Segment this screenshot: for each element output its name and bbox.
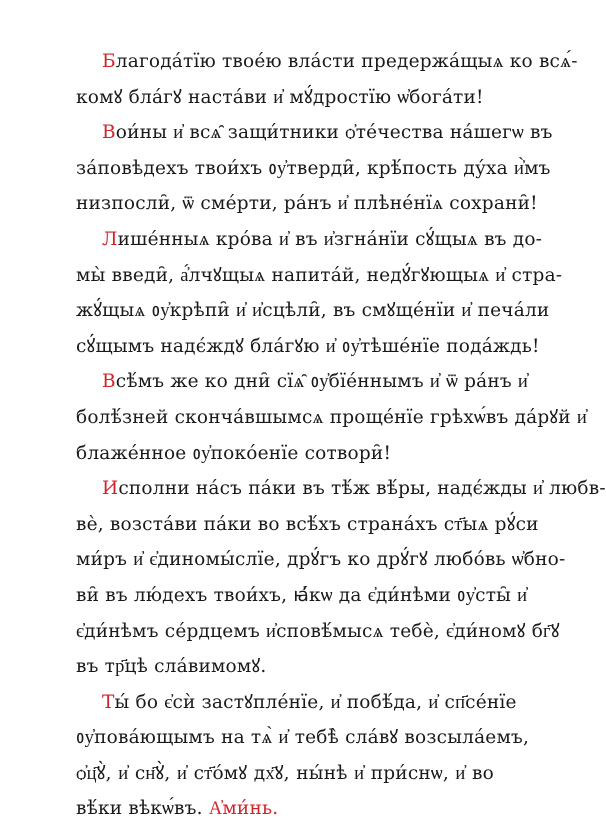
text-line: болѣ́зней сконча́вшымсѧ проще́нїе грѣхѡ́въ да́рꙋй и҆ <box>76 406 587 428</box>
text-line: сꙋ́щымъ надє́ждꙋ бла́гꙋю и҆ ᲂу҆тѣше́нїе пода́ждь! <box>76 335 540 357</box>
text-line: жꙋ́щыѧ ᲂу҆крѣпи̑ и҆ и҆сцѣли̑, въ смꙋще́нїи и҆ печа́ли <box>76 300 550 322</box>
text-line: вѣ́ки вѣкѡ́въ. А҆ми́нь. <box>76 798 279 820</box>
text-line: низпосли̑, ѿ сме́рти, ра́нъ и҆ плѣне́нїѧ сохрани̑! <box>76 193 538 215</box>
text-line: ми́ръ и҆ є҆диномы́слїе, дрꙋ́гъ ко дрꙋ́гꙋ любо́вь ѡ҆бно- <box>76 549 566 571</box>
paragraph-5 <box>76 471 606 685</box>
paragraph-2 <box>76 115 553 222</box>
text-line: Благода́тїю твое́ю вла́сти предержа́щыѧ ко всѧ́- <box>102 51 578 72</box>
red-initial: Б <box>102 51 116 72</box>
text-line: за́повѣдехъ твои́хъ ᲂу҆тверди̑, крѣ́пость ду́ха и҆̀мъ <box>76 157 551 179</box>
text-line: Вои́ны и҆ всѧ̑ защи́тники ѻ҆те́чества на́шегѡ въ <box>102 122 553 144</box>
red-initial: И <box>102 478 119 500</box>
red-initial: В <box>102 371 116 393</box>
text-line: ѻ҆ц҃ꙋ̀, и҆ сн҃ꙋ̀, и҆ ст҃о́мꙋ дх҃ꙋ, ны́нѣ и҆ при́снѡ, и҆ во <box>76 762 494 784</box>
text-line: Лише́нныѧ кро́ва и҆ въ и҆згна́нїи сꙋ́щыѧ въ до- <box>102 228 543 250</box>
text-line: блаже́нное ᲂу҆поко́енїе сотвори̑! <box>76 442 392 464</box>
paragraph-4 <box>76 364 587 471</box>
text-line: въ тр҃цѣ сла́вимомꙋ. <box>76 656 267 678</box>
text-line: є҆ди́нѣмъ се́рдцемъ и҆сповѣ́мысѧ тебѐ, є҆ди́номꙋ бг҃ꙋ <box>76 620 560 642</box>
prayer-text <box>76 44 606 827</box>
paragraph-3 <box>76 222 563 364</box>
text-line: комꙋ бла́гꙋ наста́ви и҆ мꙋ́дростїю ѡ҆бога́ти! <box>76 86 484 108</box>
paragraph-6 <box>76 685 530 827</box>
text-line: ᲂу҆пова́ющымъ на тѧ̀ и҆ тебѣ̀ сла́вꙋ возсыла́емъ, <box>76 727 530 749</box>
text-line: мы̀ введи̑, а҆́лчꙋщыѧ напита́й, недꙋ́гꙋющыѧ и҆ стра- <box>76 264 563 286</box>
amen-word: А҆ми́нь. <box>208 798 279 820</box>
text-line: ви̑ въ лю́дехъ твои́хъ, ꙗ҆́кѡ да є҆ди́нѣми ᲂу҆сты̑ и҆ <box>76 584 528 606</box>
red-initial: Л <box>102 228 118 250</box>
text-line: Ты́ бо є҆сѝ застꙋпле́нїе, и҆ побѣ́да, и҆ сп҃се́нїе <box>102 691 517 713</box>
red-initial: В <box>102 122 116 144</box>
text-line: вѐ, возста́ви па́ки во всѣ́хъ страна́хъ ст҃ыѧ рꙋ́си <box>76 513 539 535</box>
red-initial: Т <box>102 691 115 713</box>
paragraph-1 <box>76 44 578 115</box>
text-line: Исполни на́съ па́ки въ тѣ́ж вѣ́ры, надє́жды и҆ любв- <box>102 478 606 500</box>
text-line: Всѣ́мъ же ко дни̑ сїѧ̑ ᲂу҆бїе́ннымъ и҆ ѿ ра́нъ и҆ <box>102 371 529 393</box>
